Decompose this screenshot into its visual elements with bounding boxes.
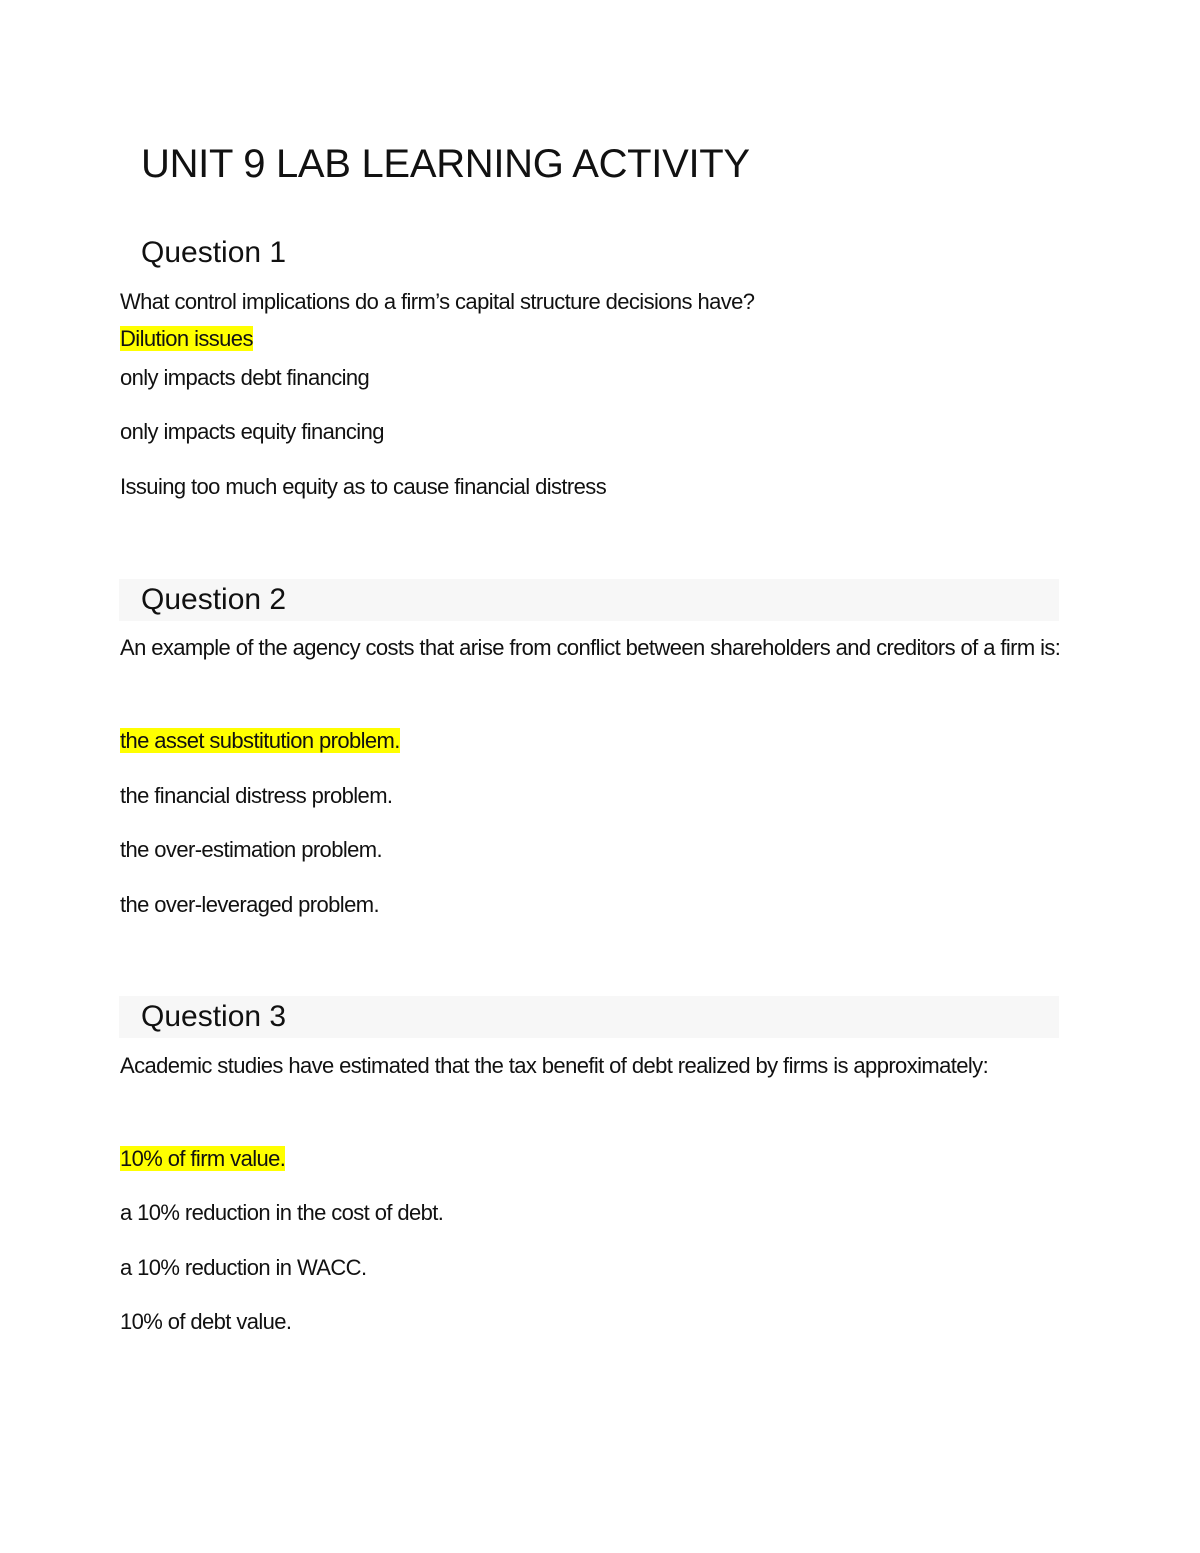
question-1-option-2: only impacts debt financing: [120, 365, 370, 390]
question-2-option-2: the financial distress problem.: [120, 783, 393, 808]
question-3-option-2: a 10% reduction in the cost of debt.: [120, 1200, 444, 1225]
question-2-option-3: the over-estimation problem.: [120, 837, 382, 862]
question-1-option-1: [120, 324, 253, 354]
question-3-option-4: 10% of debt value.: [120, 1309, 292, 1334]
question-2-option-1: [120, 726, 400, 756]
question-2-option-4: the over-leveraged problem.: [120, 892, 379, 917]
question-3-text: Academic studies have estimated that the tax benefit of debt realized by firms is approximately:: [120, 1053, 989, 1078]
question-2-text: An example of the agency costs that arise from conflict between shareholders and creditors of a firm is:: [120, 635, 1061, 660]
answer-highlight: the asset substitution problem.: [120, 728, 400, 753]
question-1-option-4: Issuing too much equity as to cause financial distress: [120, 474, 607, 499]
question-1-heading: Question 1: [141, 236, 287, 269]
question-3-option-1: [120, 1144, 285, 1174]
question-3-heading: Question 3: [119, 996, 1059, 1038]
question-1-option-3: only impacts equity financing: [120, 419, 384, 444]
page-title: UNIT 9 LAB LEARNING ACTIVITY: [141, 142, 750, 186]
answer-highlight: Dilution issues: [120, 326, 253, 351]
question-2-heading: Question 2: [119, 579, 1059, 621]
answer-highlight: 10% of firm value.: [120, 1146, 286, 1171]
question-1-text: What control implications do a firm’s capital structure decisions have?: [120, 289, 755, 314]
question-3-option-3: a 10% reduction in WACC.: [120, 1255, 367, 1280]
